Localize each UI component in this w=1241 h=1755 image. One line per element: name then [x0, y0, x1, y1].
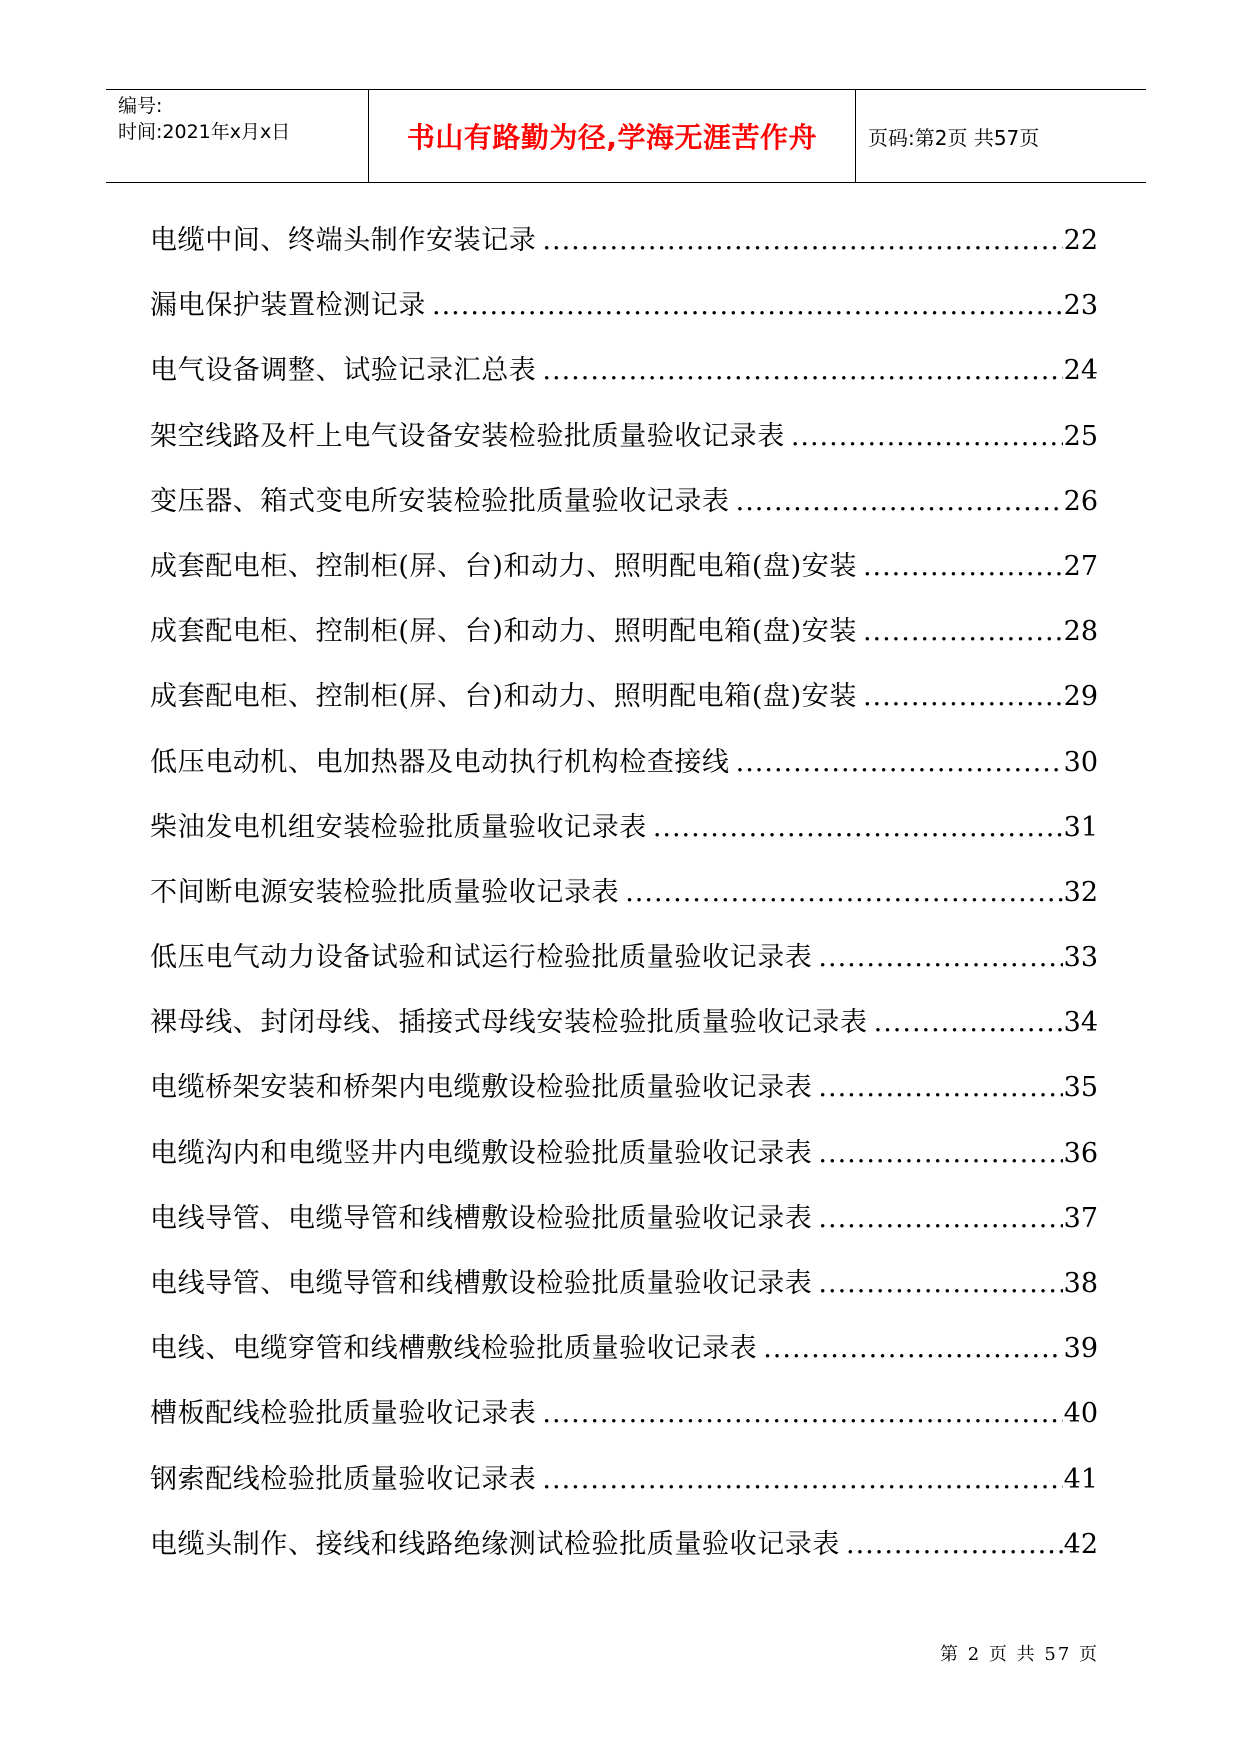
toc-entry-page-number: 31 [1063, 811, 1098, 843]
toc-entry-title: 柴油发电机组安装检验批质量验收记录表 [150, 811, 647, 843]
toc-entry-title: 低压电气动力设备试验和试运行检验批质量验收记录表 [150, 942, 813, 974]
toc-entry[interactable] [150, 218, 1098, 283]
toc-entry[interactable] [150, 805, 1098, 870]
toc-entry-page-number: 30 [1063, 746, 1098, 778]
toc-entry-title: 成套配电柜、控制柜(屏、台)和动力、照明配电箱(盘)安装 [150, 550, 857, 582]
toc-entry-page-number: 41 [1063, 1463, 1098, 1495]
toc-dot-leader [818, 1072, 1062, 1103]
toc-entry-title: 电缆中间、终端头制作安装记录 [150, 225, 537, 256]
toc-entry-title: 槽板配线检验批质量验收记录表 [150, 1398, 537, 1430]
toc-entry[interactable] [150, 1326, 1098, 1391]
toc-dot-leader [818, 942, 1062, 973]
page-footer: 第 2 页 共 57 页 [940, 1644, 1099, 1665]
toc-entry[interactable] [150, 1196, 1098, 1261]
toc-dot-leader [625, 877, 1062, 908]
toc-entry[interactable] [150, 1522, 1098, 1587]
toc-entry-title: 裸母线、封闭母线、插接式母线安装检验批质量验收记录表 [150, 1007, 868, 1039]
toc-entry-page-number: 38 [1063, 1268, 1098, 1299]
toc-dot-leader [818, 1268, 1062, 1299]
header-page-cell [856, 90, 1146, 182]
toc-entry[interactable] [150, 1261, 1098, 1326]
toc-entry-title: 电缆沟内和电缆竖井内电缆敷设检验批质量验收记录表 [150, 1137, 813, 1169]
toc-dot-leader [542, 1398, 1062, 1429]
toc-entry[interactable] [150, 1391, 1098, 1456]
toc-entry-page-number: 33 [1063, 942, 1098, 974]
toc-entry-page-number: 35 [1063, 1072, 1098, 1104]
toc-dot-leader [863, 551, 1063, 582]
toc-entry[interactable] [150, 674, 1098, 739]
toc-entry[interactable] [150, 740, 1098, 805]
toc-entry[interactable] [150, 609, 1098, 674]
toc-dot-leader [763, 1333, 1062, 1364]
toc-entry-page-number: 42 [1063, 1528, 1098, 1560]
toc-entry[interactable] [150, 1000, 1098, 1065]
toc-entry[interactable] [150, 870, 1098, 935]
toc-entry-title: 架空线路及杆上电气设备安装检验批质量验收记录表 [150, 420, 785, 452]
toc-dot-leader [736, 486, 1063, 517]
toc-dot-leader [736, 747, 1063, 778]
toc-dot-leader [863, 681, 1063, 712]
toc-entry-page-number: 26 [1063, 485, 1098, 517]
toc-entry[interactable] [150, 348, 1098, 413]
toc-entry-title: 低压电动机、电加热器及电动执行机构检查接线 [150, 746, 730, 778]
table-of-contents [150, 218, 1098, 1587]
toc-entry-page-number: 32 [1063, 876, 1098, 908]
header-motto-cell [369, 90, 856, 182]
page-header [106, 89, 1146, 183]
toc-entry[interactable] [150, 544, 1098, 609]
toc-entry-page-number: 29 [1063, 681, 1098, 713]
toc-entry[interactable] [150, 1065, 1098, 1130]
toc-entry-page-number: 25 [1063, 420, 1098, 452]
toc-dot-leader [542, 355, 1062, 386]
toc-dot-leader [818, 1203, 1062, 1234]
toc-entry-page-number: 37 [1063, 1202, 1098, 1234]
toc-entry-title: 成套配电柜、控制柜(屏、台)和动力、照明配电箱(盘)安装 [150, 681, 857, 713]
toc-dot-leader [542, 1464, 1062, 1495]
toc-entry[interactable] [150, 1457, 1098, 1522]
toc-entry-title: 电气设备调整、试验记录汇总表 [150, 355, 537, 387]
toc-dot-leader [653, 812, 1063, 843]
toc-dot-leader [846, 1529, 1063, 1560]
toc-entry-page-number: 34 [1063, 1007, 1098, 1039]
toc-entry-title: 电线导管、电缆导管和线槽敷设检验批质量验收记录表 [150, 1268, 813, 1299]
toc-dot-leader [791, 421, 1063, 452]
toc-entry-title: 钢索配线检验批质量验收记录表 [150, 1463, 537, 1495]
toc-dot-leader [863, 616, 1063, 647]
toc-entry-title: 电缆桥架安装和桥架内电缆敷设检验批质量验收记录表 [150, 1072, 813, 1104]
toc-entry-page-number: 39 [1063, 1333, 1098, 1365]
toc-entry-page-number: 36 [1063, 1137, 1098, 1169]
toc-entry[interactable] [150, 935, 1098, 1000]
toc-entry-title: 电线、电缆穿管和线槽敷线检验批质量验收记录表 [150, 1333, 758, 1365]
toc-dot-leader [818, 1138, 1062, 1169]
toc-dot-leader [432, 290, 1063, 321]
header-meta-cell [106, 90, 369, 182]
toc-entry-title: 变压器、箱式变电所安装检验批质量验收记录表 [150, 485, 730, 517]
toc-entry-title: 电缆头制作、接线和线路绝缘测试检验批质量验收记录表 [150, 1528, 840, 1560]
toc-entry-page-number: 28 [1063, 616, 1098, 648]
document-date: 时间:2021年x月x日 [118, 121, 291, 143]
toc-entry-title: 电线导管、电缆导管和线槽敷设检验批质量验收记录表 [150, 1202, 813, 1234]
toc-entry[interactable] [150, 283, 1098, 348]
toc-entry-title: 成套配电柜、控制柜(屏、台)和动力、照明配电箱(盘)安装 [150, 616, 857, 648]
toc-entry-page-number: 27 [1063, 550, 1098, 582]
header-motto: 书山有路勤为径,学海无涯苦作舟 [406, 121, 818, 154]
toc-entry-page-number: 40 [1063, 1398, 1098, 1430]
toc-entry-title: 漏电保护装置检测记录 [150, 290, 426, 322]
toc-dot-leader [874, 1007, 1063, 1038]
toc-entry-page-number: 22 [1063, 225, 1098, 256]
toc-entry-page-number: 23 [1063, 290, 1098, 322]
toc-entry-title: 不间断电源安装检验批质量验收记录表 [150, 876, 620, 908]
toc-entry[interactable] [150, 1131, 1098, 1196]
document-code-label: 编号: [118, 95, 163, 117]
toc-dot-leader [542, 225, 1062, 256]
toc-entry-page-number: 24 [1063, 355, 1098, 387]
toc-entry[interactable] [150, 479, 1098, 544]
toc-entry[interactable] [150, 414, 1098, 479]
header-page-info: 页码:第2页 共57页 [868, 125, 1040, 150]
